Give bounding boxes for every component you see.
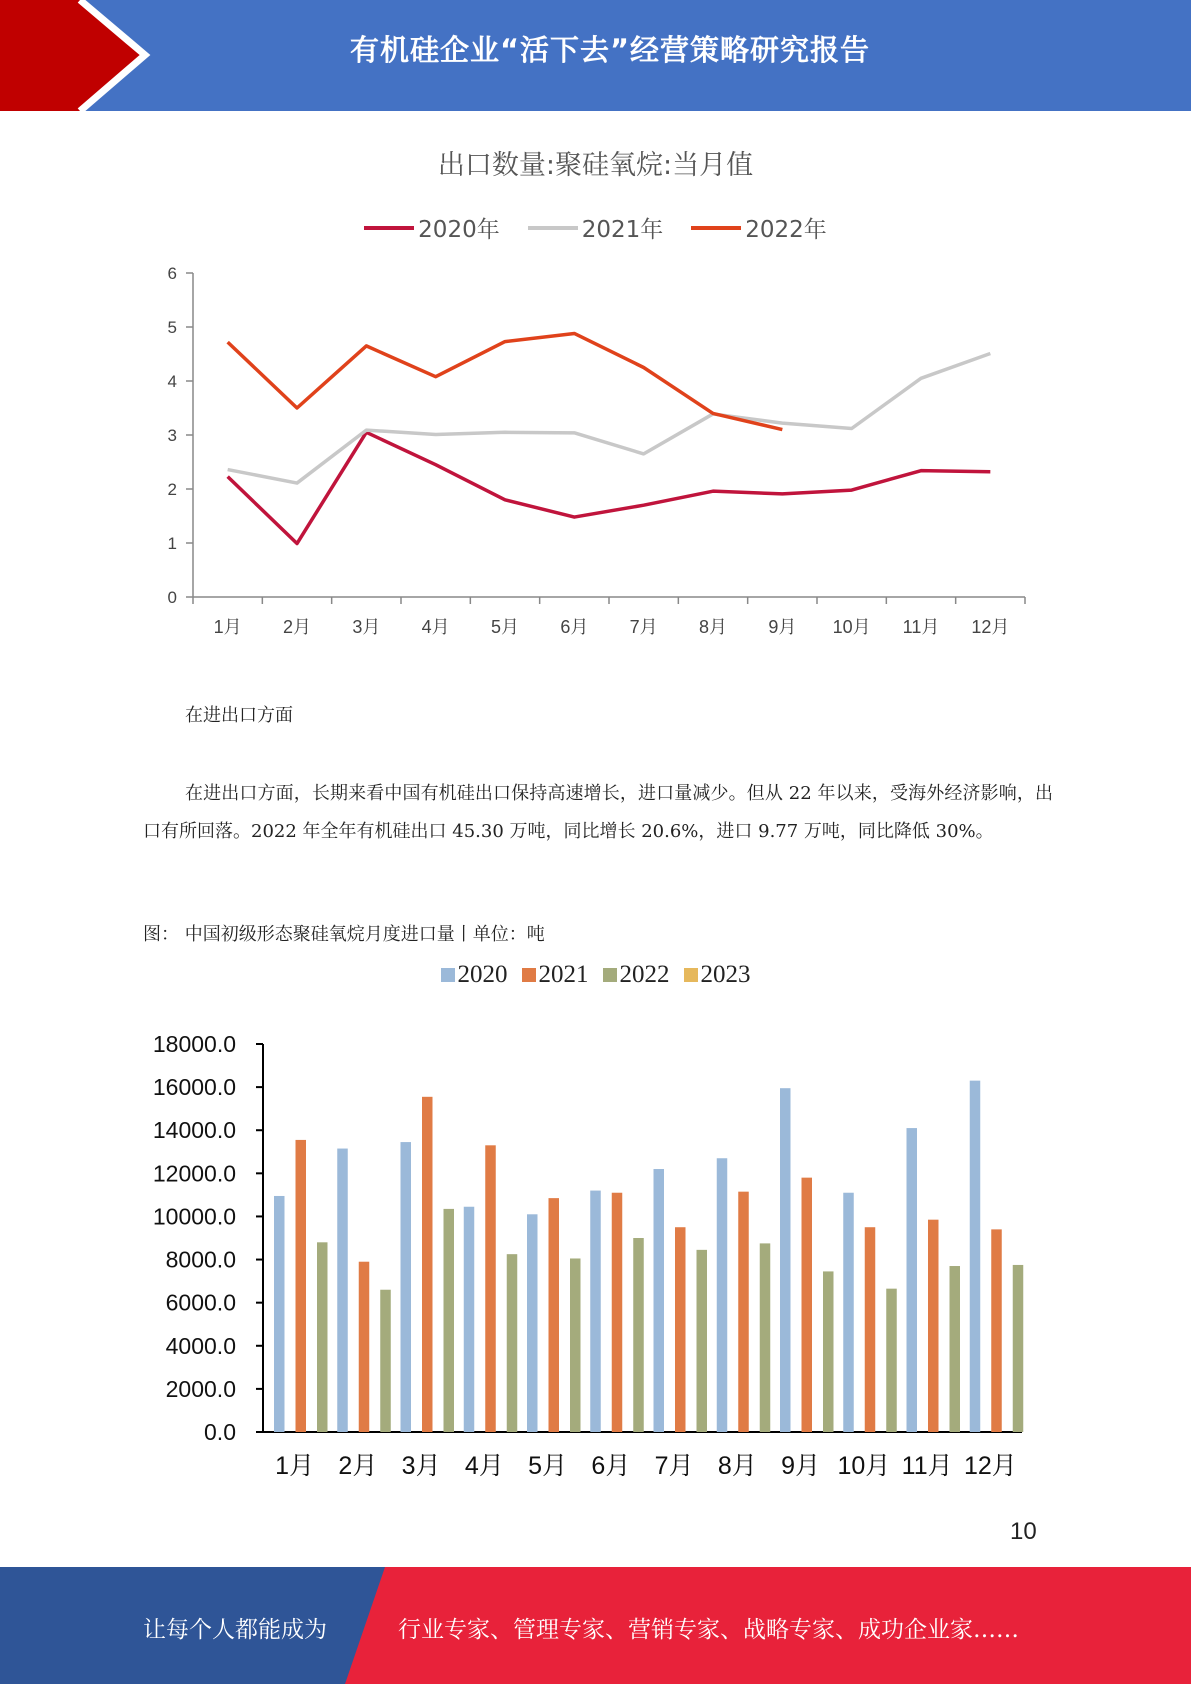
line-chart-y-tick-label: 5	[167, 318, 177, 337]
line-chart-y-tick-label: 0	[167, 588, 177, 607]
bar-2020-5	[527, 1214, 538, 1432]
bar-2021-7	[675, 1227, 686, 1432]
bar-2022-3	[444, 1209, 455, 1432]
bar-2022-11	[950, 1266, 961, 1432]
line-chart-title: 出口数量:聚硅氧烷:当月值	[437, 150, 754, 181]
bar-legend-label-2023: 2023	[700, 961, 751, 988]
bar-2021-1	[296, 1140, 307, 1432]
bar-legend-label-2021: 2021	[538, 961, 589, 988]
line-chart-y-tick-label: 1	[167, 534, 177, 553]
bar-2021-10	[865, 1227, 876, 1432]
line-chart-y-tick-label: 4	[167, 372, 177, 391]
bar-chart-y-tick-label: 14000.0	[152, 1117, 236, 1144]
bar-legend-label-2020: 2020	[457, 961, 508, 988]
line-chart-x-tick-label: 1月	[213, 617, 242, 637]
line-chart-x-tick-label: 3月	[352, 617, 381, 637]
bar-2022-12	[1013, 1265, 1024, 1432]
bar-chart-x-tick-label: 2月	[338, 1452, 378, 1480]
bar-chart-y-tick-label: 12000.0	[152, 1160, 236, 1187]
footer-slogan-right: 行业专家、管理专家、营销专家、战略专家、成功企业家……	[398, 1617, 1019, 1643]
bar-2021-6	[612, 1193, 623, 1432]
bar-2022-1	[317, 1242, 328, 1432]
bar-legend-label-2022: 2022	[619, 961, 670, 988]
bar-2022-5	[570, 1258, 581, 1432]
bar-chart-x-tick-label: 12月	[963, 1452, 1017, 1480]
bar-2022-4	[507, 1254, 518, 1432]
bar-chart-y-tick-label: 10000.0	[152, 1203, 236, 1230]
bar-2021-8	[738, 1192, 749, 1432]
line-chart-x-tick-label: 10月	[832, 617, 871, 637]
line-chart-x-tick-label: 4月	[421, 617, 450, 637]
bar-2020-8	[717, 1158, 728, 1432]
bar-2020-1	[274, 1196, 285, 1432]
bar-chart-y-tick-label: 4000.0	[165, 1332, 236, 1359]
bar-2020-3	[401, 1142, 412, 1432]
bar-chart-x-tick-label: 6月	[591, 1452, 631, 1480]
line-chart-x-tick-label: 9月	[768, 617, 797, 637]
bar-2021-11	[928, 1220, 939, 1432]
bar-chart-y-tick-label: 6000.0	[165, 1289, 236, 1316]
bar-2020-12	[970, 1081, 981, 1432]
bar-chart-x-tick-label: 8月	[717, 1452, 757, 1480]
bar-chart-y-tick-label: 8000.0	[165, 1246, 236, 1273]
bar-chart-y-tick-label: 18000.0	[152, 1031, 236, 1057]
bar-2022-10	[886, 1289, 897, 1432]
bar-chart-x-tick-label: 4月	[464, 1452, 504, 1480]
bar-2021-4	[485, 1145, 496, 1432]
footer-banner	[0, 1567, 1191, 1684]
section-paragraph: 在进出口方面，长期来看中国有机硅出口保持高速增长，进口量减少。但从 22 年以来，受海外经济影响，出口有所回落。2022 年全年有机硅出口 45.30 万吨，同比增长 20.6%，进口 9.77 万吨，同比降低 30%。	[143, 783, 1053, 842]
bar-2022-8	[760, 1243, 771, 1432]
bar-2022-2	[380, 1290, 391, 1432]
line-chart-y-tick-label: 3	[167, 426, 177, 445]
bar-2021-2	[359, 1262, 370, 1432]
bar-chart-y-tick-label: 2000.0	[165, 1375, 236, 1402]
line-chart-x-tick-label: 7月	[629, 617, 658, 637]
bar-2020-9	[780, 1088, 791, 1432]
bar-2020-7	[654, 1169, 665, 1432]
line-chart-y-tick-label: 2	[167, 480, 177, 499]
bar-chart-x-tick-label: 7月	[654, 1452, 694, 1480]
legend-label-2021: 2021年	[581, 217, 664, 243]
line-chart-x-tick-label: 12月	[971, 617, 1010, 637]
bar-2021-5	[549, 1198, 560, 1432]
section-heading: 在进出口方面	[185, 705, 293, 726]
bar-2020-6	[590, 1191, 601, 1432]
bar-2020-11	[907, 1128, 918, 1432]
line-chart-x-tick-label: 8月	[698, 617, 728, 637]
bar-2022-9	[823, 1271, 834, 1432]
bar-2020-10	[843, 1193, 854, 1432]
bar-2021-3	[422, 1097, 433, 1432]
bar-2021-12	[991, 1229, 1002, 1432]
line-chart-x-tick-label: 5月	[490, 617, 520, 637]
report-title: 有机硅企业“活下去”经营策略研究报告	[349, 33, 871, 67]
bar-2021-9	[802, 1178, 813, 1432]
legend-label-2020: 2020年	[418, 217, 500, 243]
bar-chart-y-tick-label: 16000.0	[152, 1074, 236, 1101]
bar-chart-x-tick-label: 10月	[837, 1452, 891, 1480]
bar-chart-x-tick-label: 11月	[901, 1452, 953, 1480]
bar-2020-2	[337, 1149, 348, 1432]
bar-chart-x-tick-label: 9月	[781, 1452, 821, 1480]
page-number: 10	[1010, 1518, 1037, 1545]
bar-2020-4	[464, 1207, 475, 1432]
legend-label-2022: 2022年	[745, 217, 827, 243]
footer-slogan-left: 让每个人都能成为	[143, 1617, 327, 1643]
line-chart-x-tick-label: 2月	[282, 617, 312, 637]
bar-chart-y-tick-label: 0.0	[204, 1419, 236, 1445]
line-chart-x-tick-label: 6月	[560, 617, 589, 637]
bar-chart-x-tick-label: 1月	[275, 1452, 315, 1480]
line-chart-y-tick-label: 6	[167, 264, 177, 283]
line-chart-x-tick-label: 11月	[902, 617, 940, 637]
bar-chart-x-tick-label: 5月	[528, 1452, 568, 1480]
bar-2022-7	[697, 1250, 708, 1432]
bar-chart-x-tick-label: 3月	[401, 1452, 441, 1480]
bar-2022-6	[633, 1238, 644, 1432]
figure-caption: 图： 中国初级形态聚硅氧烷月度进口量丨单位：吨	[143, 924, 545, 945]
